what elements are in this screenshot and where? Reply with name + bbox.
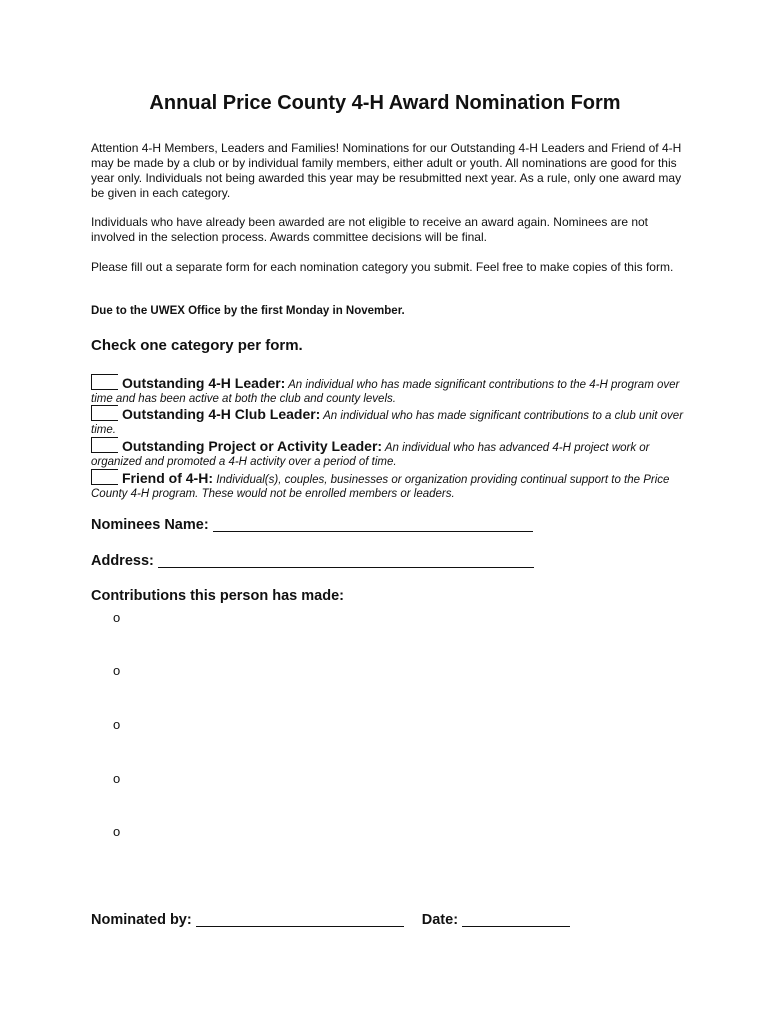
address-label: Address:	[91, 553, 154, 569]
nominee-name-label: Nominees Name:	[91, 517, 209, 533]
intro-paragraph-1: Attention 4-H Members, Leaders and Families! Nominations for our Outstanding 4-H Leaders and Friend of 4-H may be made by a club or by individual family members, either adult or youth. All nominations are good for this year only. Individuals not being awarded this year may be resubmitted next year. As a rule, only one award may be given in each category.	[91, 141, 682, 200]
category-name: Outstanding Project or Activity Leader:	[122, 438, 383, 454]
address-row	[91, 552, 534, 569]
date-label: Date:	[421, 912, 459, 928]
intro-paragraph-2: Individuals who have already been awarded are not eligible to receive an award again. Nominees are not involved in the selection process. Awards committee decisions will be final.	[91, 215, 649, 244]
category-checkbox[interactable]	[91, 437, 118, 453]
category-description: Individual(s), couples, businesses or organization providing continual support to the Price County 4-H program. These would not be enrolled members or leaders.	[91, 474, 670, 500]
category-option-project-leader	[91, 437, 687, 469]
category-description: An individual who has made significant contributions to the 4-H program over time and has been active at both the club and county levels.	[91, 379, 680, 405]
form-title: Annual Price County 4-H Award Nomination Form	[149, 92, 621, 114]
nominated-by-row	[91, 911, 570, 928]
date-field[interactable]	[462, 911, 570, 927]
contribution-bullet: o	[113, 824, 121, 839]
category-option-club-leader	[91, 405, 687, 437]
contribution-bullet: o	[113, 610, 121, 625]
nominated-by-label: Nominated by:	[91, 912, 192, 928]
contribution-bullet: o	[113, 717, 121, 732]
category-name: Friend of 4-H:	[122, 470, 213, 486]
nominated-by-field[interactable]	[196, 911, 404, 927]
contribution-bullet: o	[113, 663, 121, 678]
category-description: An individual who has advanced 4-H project work or organized and promoted a 4-H activity over a period of time.	[91, 442, 650, 468]
category-name: Outstanding 4-H Club Leader:	[122, 406, 321, 422]
category-checkbox[interactable]	[91, 374, 118, 390]
nominee-name-row	[91, 516, 533, 533]
category-option-friend	[91, 469, 687, 501]
category-checkbox[interactable]	[91, 469, 118, 485]
category-option-leader	[91, 374, 687, 406]
category-heading: Check one category per form.	[91, 337, 303, 354]
contributions-label: Contributions this person has made:	[91, 588, 344, 604]
due-notice: Due to the UWEX Office by the first Monday in November.	[91, 305, 405, 317]
intro-paragraph-3: Please fill out a separate form for each nomination category you submit. Feel free to make copies of this form.	[91, 260, 674, 274]
nominee-name-field[interactable]	[213, 516, 533, 532]
category-name: Outstanding 4-H Leader:	[122, 375, 286, 391]
category-description: An individual who has made significant contributions to a club unit over time.	[91, 410, 684, 436]
contribution-bullet: o	[113, 771, 121, 786]
category-checkbox[interactable]	[91, 405, 118, 421]
address-field[interactable]	[158, 552, 534, 568]
